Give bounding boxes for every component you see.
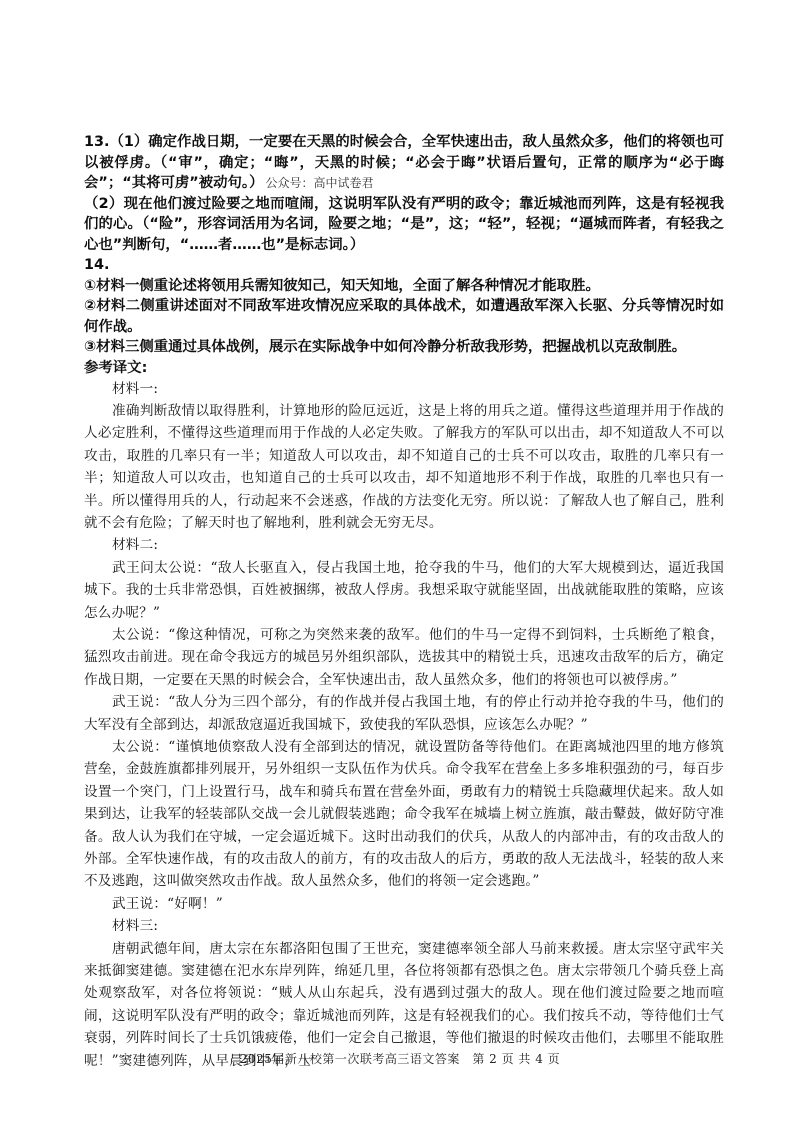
watermark-text: 公众号：高中试卷君 [265, 176, 374, 190]
page-footer: 2025届新八校第一次联考高三语文答案 第 2 页 共 4 页 [239, 1052, 561, 1066]
material-1-label: 材料一: [112, 380, 159, 397]
material-3-label: 材料三: [112, 918, 159, 935]
material-2-para-3: 武王说：“敌人分为三四个部分，有的作战并侵占我国土地，有的停止行动并抢夺我的牛马，他们的大军没有全部到达，却派敌寇逼近我国城下，致使我的军队恐惧，应该怎么办呢？” [84, 694, 724, 733]
answer-14-2: ②材料二侧重讲述面对不同敌军进攻情况应采取的具体战术，如遭遇敌军深入长驱、分兵等情况时如何作战。 [84, 298, 724, 335]
material-2-label: 材料二: [112, 537, 159, 554]
material-3-text: 唐朝武德年间，唐太宗在东都洛阳包围了王世充，窦建德率领全部人马前来救援。唐太宗坚守武牢关来抵御窦建德。窦建德在汜水东岸列阵，绵延几里，各位将领都有恐惧之色。唐太宗带领几个骑兵登上高处观察敌军，对各位将领说：“贼人从山东起兵，没有遇到过强大的敌人。现在他们渡过险要之地而喧闹，这说明军队没有严明的政令；靠近城池而列阵，这是有轻视我们的心。我们按兵不动，等待他们士气衰弱，列阵时间长了士兵饥饿疲倦，他们一定会自己撤退，等他们撤退的时候攻击他们，去哪里不能取胜呢！”窦建德列阵，从早晨到中午，士 [84, 940, 724, 1069]
material-2-para-2: 太公说：“像这种情况，可称之为突然来袭的敌军。他们的牛马一定得不到饲料，士兵断绝了粮食，猛烈攻击前进。现在命令我远方的城邑另外组织部队，选拔其中的精锐士兵，迅速攻击敌军的后方，确定作战日期，一定要在天黑的时候会合，全军快速出击，敌人虽然众多，他们的将领也可以被俘虏。” [84, 626, 724, 688]
answer-14-title: 14. [84, 257, 110, 273]
material-2-para-4: 太公说：“谨慎地侦察敌人没有全部到达的情况，就设置防备等待他们。在距离城池四里的地方修筑营垒，金鼓旌旗都排列展开，另外组织一支队伍作为伏兵。命令我军在营垒上多多堆积强劲的弓，每百步设置一个突门，门上设置行马，战车和骑兵布置在营垒外面，勇敢有力的精锐士兵隐藏埋伏起来。敌人如果到达，让我军的轻装部队交战一会儿就假装逃跑；命令我军在城墙上树立旌旗，敲击鼙鼓，做好防守准备。敌人认为我们在守城，一定会逼近城下。这时出动我们的伏兵，从敌人的内部冲击，有的攻击敌人的外部。全军快速作战，有的攻击敌人的前方，有的攻击敌人的后方，勇敢的敌人无法战斗，轻装的敌人来不及逃跑，这叫做突然攻击作战。敌人虽然众多，他们的将领一定会逃跑。” [84, 739, 724, 890]
material-2-para-5: 武王说：“好啊！” [112, 895, 223, 912]
answer-13-1: 13.（1）确定作战日期，一定要在天黑的时候会合，全军快速出击，敌人虽然众多，他们的将领也可以被俘虏。（“审”，确定；“晦”，天黑的时候；“必会于晦”状语后置句，正常的顺序为“必于晦会”；“其将可虏”被动句。） 公众号：高中试卷君 [84, 134, 724, 191]
answer-14-3: ③材料三侧重通过具体战例，展示在实际战争中如何冷静分析敌我形势，把握战机以克敌制胜。 [84, 339, 687, 355]
material-2-para-1: 武王问太公说：“敌人长驱直入，侵占我国土地，抢夺我的牛马，他们的大军大规模到达，逼近我国城下。我的士兵非常恐惧，百姓被捆绑，被敌人俘虏。我想采取守就能坚固，出战就能取胜的策略，应该怎么办呢？” [84, 559, 724, 621]
document-page [84, 132, 724, 1072]
translation-heading: 参考译文: [84, 359, 148, 376]
answer-14-1: ①材料一侧重论述将领用兵需知彼知己，知天知地，全面了解各种情况才能取胜。 [84, 277, 600, 294]
material-1-text: 准确判断敌情以取得胜利，计算地形的险厄远近，这是上将的用兵之道。懂得这些道理并用于作战的人必定胜利，不懂得这些道理而用于作战的人必定失败。了解我方的军队可以出击，却不知道敌人不可以攻击，取胜的几率只有一半；知道敌人可以攻击，却不知道自己的士兵不可以攻击，取胜的几率只有一半；知道敌人可以攻击，也知道自己的士兵可以攻击，却不知道地形不利于作战，取胜的几率也只有一半。所以懂得用兵的人，行动起来不会迷惑，作战的方法变化无穷。所以说：了解敌人也了解自己，胜利就不会有危险；了解天时也了解地利，胜利就会无穷无尽。 [84, 402, 724, 531]
answer-13-2: （2）现在他们渡过险要之地而喧闹，这说明军队没有严明的政令；靠近城池而列阵，这是有轻视我们的心。（“险”，形容词活用为名词，险要之地；“是”，这；“轻”，轻视；“逼城而阵者，有轻我之心也”判断句，“……者……也”是标志词。） [84, 195, 724, 253]
